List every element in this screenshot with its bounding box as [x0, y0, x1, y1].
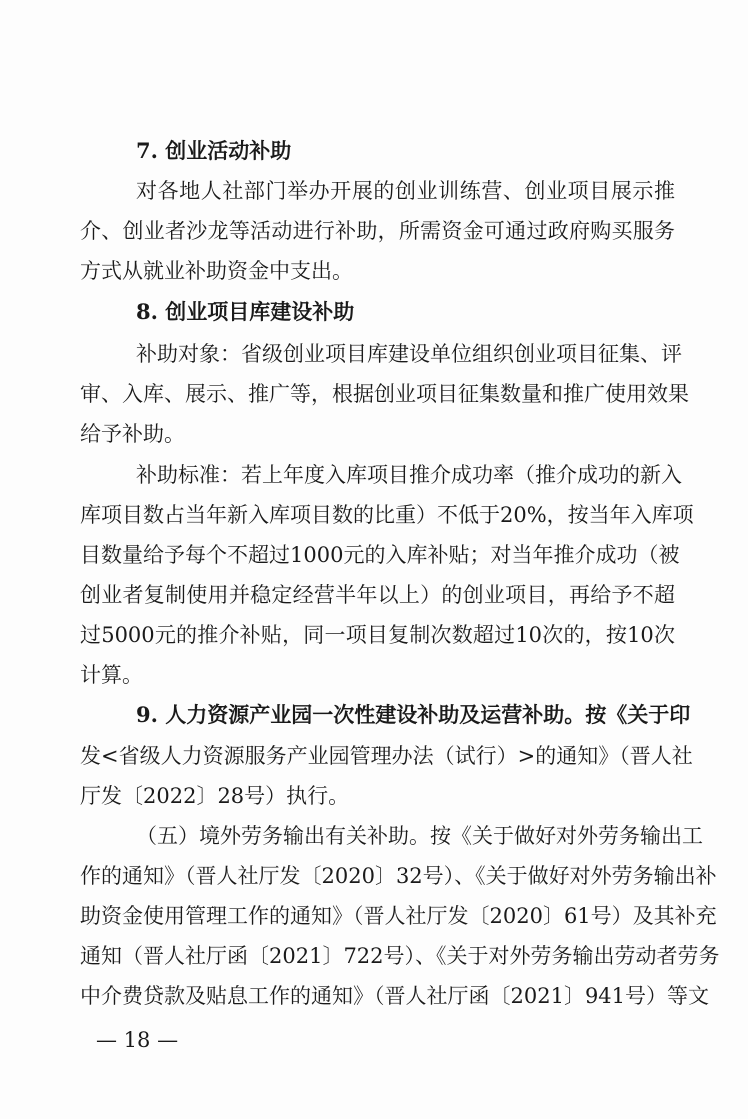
section-7-heading: 7. 创业活动补助 — [136, 138, 292, 163]
paragraph-line: 审、入库、展示、推广等，根据创业项目征集数量和推广使用效果 — [80, 382, 689, 406]
section-9-first-line: 9. 人力资源产业园一次性建设补助及运营补助。按《关于印 — [136, 702, 691, 727]
paragraph-line: 创业者复制使用并稳定经营半年以上）的创业项目，再给予不超 — [80, 583, 675, 607]
paragraph-line: 补助标准：若上年度入库项目推介成功率（推介成功的新入 — [136, 463, 682, 487]
paragraph-line: 通知（晋人社厅函〔2021〕722号）、《关于对外劳务输出劳动者劳务 — [80, 944, 720, 968]
paragraph-line: 助资金使用管理工作的通知》（晋人社厅发〔2020〕61号）及其补充 — [80, 904, 717, 928]
paragraph-line: 库项目数占当年新入库项目数的比重）不低于20%，按当年入库项 — [80, 503, 694, 527]
paragraph-line: 发<省级人力资源服务产业园管理办法（试行）>的通知》（晋人社 — [80, 744, 693, 768]
page-number: — 18 — — [96, 1028, 179, 1052]
paragraph-line: 对各地人社部门举办开展的创业训练营、创业项目展示推 — [136, 179, 675, 203]
paragraph-line: 过5000元的推介补贴，同一项目复制次数超过10次的，按10次 — [80, 623, 675, 647]
section-5-first-line: （五）境外劳务输出有关补助。按《关于做好对外劳务输出工 — [136, 824, 703, 848]
paragraph-line: 给予补助。 — [80, 422, 185, 446]
paragraph-line: 中介费贷款及贴息工作的通知》（晋人社厅函〔2021〕941号）等文 — [80, 984, 710, 1008]
paragraph-line: 计算。 — [80, 663, 143, 687]
paragraph-line: 厅发〔2022〕28号）执行。 — [80, 784, 350, 808]
paragraph-line: 方式从就业补助资金中支出。 — [80, 259, 353, 283]
paragraph-line: 介、创业者沙龙等活动进行补助，所需资金可通过政府购买服务 — [80, 219, 675, 243]
section-8-heading: 8. 创业项目库建设补助 — [136, 299, 355, 324]
paragraph-line: 作的通知》（晋人社厅发〔2020〕32号）、《关于做好对外劳务输出补 — [80, 864, 717, 888]
paragraph-line: 补助对象：省级创业项目库建设单位组织创业项目征集、评 — [136, 342, 682, 366]
paragraph-line: 目数量给予每个不超过1000元的入库补贴；对当年推介成功（被 — [80, 543, 680, 567]
